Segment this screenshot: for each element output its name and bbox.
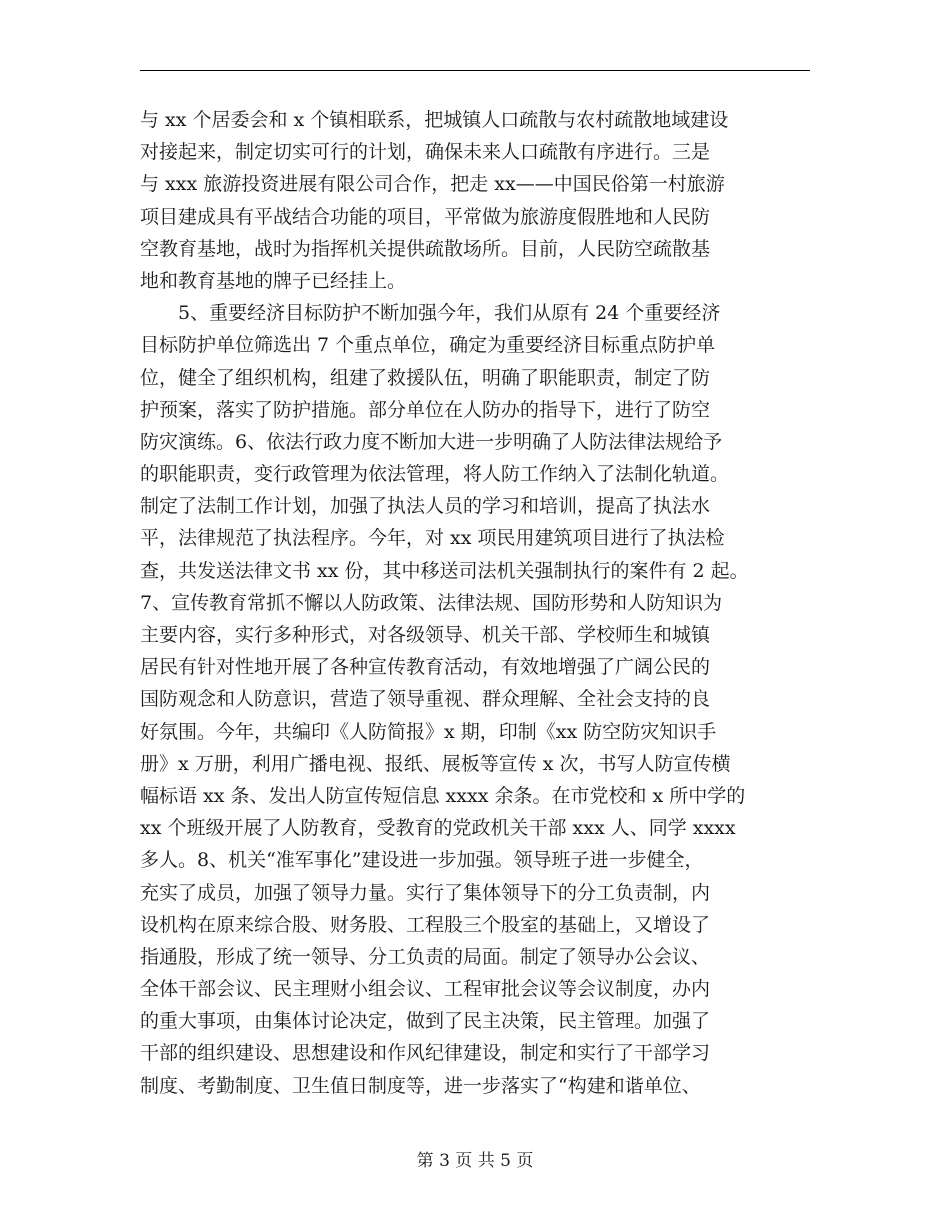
text-line: 的职能职责，变行政管理为依法管理，将人防工作纳入了法制化轨道。 — [140, 463, 730, 486]
text-line: 居民有针对性地开展了各种宣传教育活动，有效地增强了广阔公民的 — [140, 656, 711, 679]
text-line: 空教育基地，战时为指挥机关提供疏散场所。目前，人民防空疏散基 — [140, 237, 711, 260]
text-line: 位，健全了组织机构，组建了救援队伍，明确了职能职责，制定了防 — [140, 366, 711, 389]
text-line: 地和教育基地的牌子已经挂上。 — [140, 269, 407, 292]
text-line: 项目建成具有平战结合功能的项目，平常做为旅游度假胜地和人民防 — [140, 205, 711, 228]
text-line: 国防观念和人防意识，营造了领导重视、群众理解、全社会支持的良 — [140, 688, 711, 711]
text-line: 多人。8、机关“准军事化”建设进一步加强。领导班子进一步健全， — [140, 849, 704, 872]
text-line: 7、宣传教育常抓不懈以人防政策、法律法规、国防形势和人防知识为 — [140, 591, 723, 614]
text-line: 对接起来，制定切实可行的计划，确保未来人口疏散有序进行。三是 — [140, 141, 711, 164]
text-line: 制定了法制工作计划，加强了执法人员的学习和培训，提高了执法水 — [140, 495, 711, 518]
text-line: 防灾演练。6、依法行政力度不断加大进一步明确了人防法律法规给予 — [140, 430, 723, 453]
text-line: 充实了成员，加强了领导力量。实行了集体领导下的分工负责制，内 — [140, 881, 711, 904]
paragraph-2 — [140, 297, 820, 1102]
text-line: 全体干部会议、民主理财小组会议、工程审批会议等会议制度，办内 — [140, 978, 711, 1001]
text-line: 的重大事项，由集体讨论决定，做到了民主决策，民主管理。加强了 — [140, 1010, 711, 1033]
text-line: xx 个班级开展了人防教育，受教育的党政机关干部 xxx 人、同学 xxxx — [140, 817, 736, 840]
text-line: 目标防护单位筛选出 7 个重点单位，确定为重要经济目标重点防护单 — [140, 334, 716, 357]
text-line: 册》x 万册，利用广播电视、报纸、展板等宣传 x 次，书写人防宣传横 — [140, 752, 731, 775]
text-line-indented: 5、重要经济目标防护不断加强今年，我们从原有 24 个重要经济 — [178, 302, 721, 325]
text-line: 护预案，落实了防护措施。部分单位在人防办的指导下，进行了防空 — [140, 398, 711, 421]
body-text — [140, 104, 820, 1102]
text-line: 好氛围。今年，共编印《人防简报》x 期，印制《xx 防空防灾知识手 — [140, 720, 717, 743]
text-line: 干部的组织建设、思想建设和作风纪律建设，制定和实行了干部学习 — [140, 1042, 711, 1065]
header-rule — [140, 70, 810, 71]
text-line: 主要内容，实行多种形式，对各级领导、机关干部、学校师生和城镇 — [140, 624, 711, 646]
page-number-footer: 第 3 页 共 5 页 — [416, 1151, 534, 1171]
text-line: 平，法律规范了执法程序。今年，对 xx 项民用建筑项目进行了执法检 — [140, 527, 725, 550]
text-line: 与 xxx 旅游投资进展有限公司合作，把走 xx——中国民俗第一村旅游 — [140, 173, 725, 196]
paragraph-1 — [140, 104, 820, 297]
text-line: 查，共发送法律文书 xx 份，其中移送司法机关强制执行的案件有 2 起。 — [140, 559, 749, 582]
text-line: 设机构在原来综合股、财务股、工程股三个股室的基础上，又增设了 — [140, 913, 711, 936]
text-line: 与 xx 个居委会和 x 个镇相联系，把城镇人口疏散与农村疏散地域建设 — [140, 109, 729, 131]
text-line: 制度、考勤制度、卫生值日制度等，进一步落实了“构建和谐单位、 — [140, 1074, 701, 1097]
text-line: 幅标语 xx 条、发出人防宣传短信息 xxxx 余条。在市党校和 x 所中学的 — [140, 784, 746, 807]
text-line: 指通股，形成了统一领导、分工负责的局面。制定了领导办公会议、 — [140, 945, 711, 968]
